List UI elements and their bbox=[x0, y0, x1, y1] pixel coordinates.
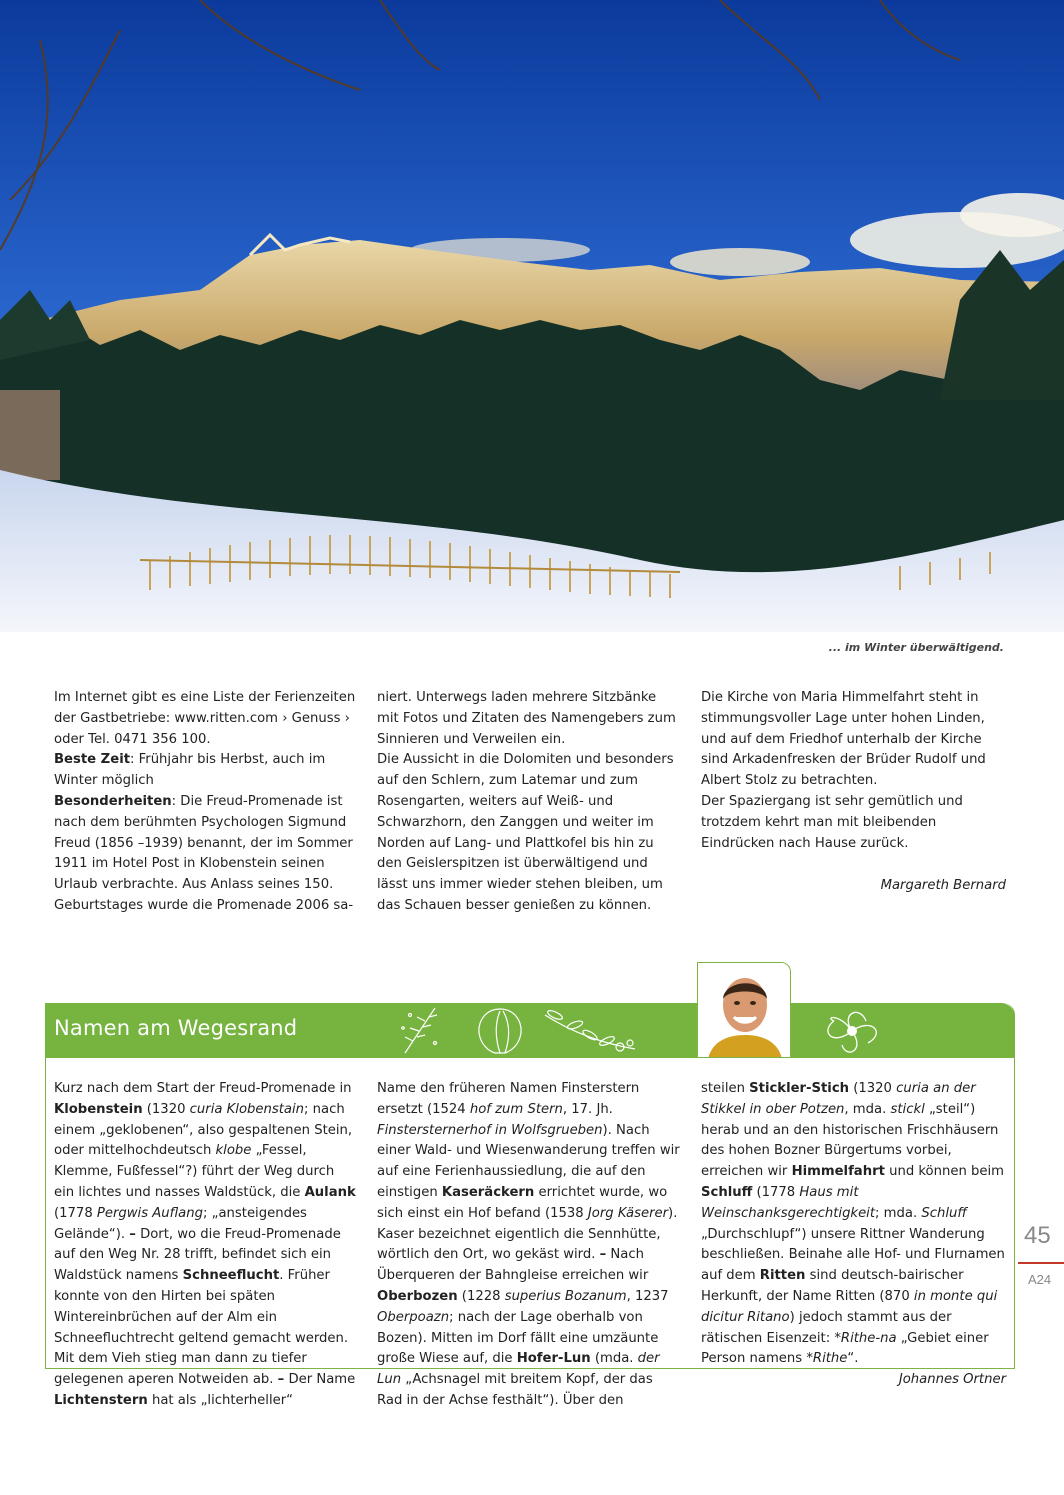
info-box-signature: Johannes Ortner bbox=[898, 1372, 1006, 1388]
italic-term: in monte qui dicitur Ritano bbox=[701, 1288, 998, 1325]
text-run: , 1237 bbox=[626, 1288, 669, 1304]
portrait-illustration bbox=[698, 963, 791, 1058]
bold-term: – bbox=[599, 1247, 607, 1263]
text-run: (1228 bbox=[457, 1288, 505, 1304]
article-paragraph: Der Spaziergang ist sehr gemütlich und trotzdem kehrt man mit bleibenden Eindrücken nach Hause zurück. bbox=[701, 793, 963, 851]
text-run: und können beim bbox=[884, 1164, 1004, 1180]
paragraph-text: Im Internet gibt es eine Liste der Ferienzeiten der Gastbetriebe: www.ritten.com › Genuss › oder Tel. 0471 356 100. bbox=[54, 690, 356, 747]
text-run: ) jedoch stammt aus der rätischen Eisenzeit: * bbox=[701, 1309, 952, 1346]
text-run: errichtet wurde, wo sich einst ein Hof befand (1538 bbox=[377, 1184, 668, 1221]
italic-term: Oberpoazn bbox=[377, 1309, 450, 1325]
bold-term: Hofer-Lun bbox=[516, 1351, 591, 1367]
text-run: (1320 bbox=[849, 1081, 897, 1096]
photo-illustration bbox=[0, 0, 1064, 632]
text-run: ; „ansteigendes Gelände“). bbox=[54, 1205, 307, 1242]
bold-term: Lichtenstern bbox=[54, 1392, 148, 1408]
page-number-rule bbox=[1018, 1262, 1064, 1264]
italic-term: Rithe-na bbox=[840, 1330, 897, 1346]
article-column-1 bbox=[54, 688, 358, 917]
bold-term: Ritten bbox=[759, 1268, 806, 1284]
article-paragraph bbox=[54, 688, 358, 750]
article-paragraph: Die Aussicht in die Dolomiten und besonders auf den Schlern, zum Latemar und zum Rosengarten, weiters auf Weiß- und Schwarzhorn, den Zanggen und weiter im Norden auf Lang- und Plattkofel bis hin zu den Geislerspitzen ist überwältigend und lässt uns immer wieder stehen bleiben, um das Schauen besser genießen zu können. bbox=[377, 752, 674, 913]
italic-term: hof zum Stern bbox=[469, 1101, 563, 1117]
flower-ornament-icon bbox=[810, 1003, 890, 1058]
text-run: hat als „lichterheller“ bbox=[147, 1392, 293, 1408]
text-run: sind deutsch-bairischer Herkunft, der Name Ritten (870 bbox=[701, 1268, 964, 1304]
paragraph-text: : Die Freud-Promenade ist nach dem berühmten Psychologen Sigmund Freud (1856 –1939) benannt, der im Sommer 1911 im Hotel Post in Klobenstein seinen Urlaub verbrachte. Aus Anlass seines 150. Geburtstages wurde die Promenade 2006 sa- bbox=[54, 793, 354, 913]
italic-term: Finstersternerhof in Wolfsgrueben bbox=[377, 1122, 603, 1138]
text-run: Dort, wo die Freud-Promenade auf den Weg Nr. 28 trifft, befindet sich ein Waldstück namens bbox=[54, 1226, 341, 1284]
text-run: (1320 bbox=[142, 1101, 190, 1117]
info-box-title: Namen am Wegesrand bbox=[54, 1016, 298, 1040]
winter-landscape-photo bbox=[0, 0, 1064, 632]
bold-term: – bbox=[129, 1226, 136, 1242]
info-box-column-3 bbox=[701, 1079, 1006, 1391]
info-box-paragraph bbox=[377, 1079, 682, 1412]
article-paragraph bbox=[54, 792, 358, 917]
text-run: Nach Überqueren der Bahngleise erreichen wir bbox=[377, 1247, 649, 1284]
text-run: (1778 bbox=[54, 1205, 97, 1221]
text-run: ; nach der Lage oberhalb von Bozen). Mitten im Dorf fällt eine umzäunte große Wiese auf, die bbox=[377, 1309, 659, 1367]
italic-term: superius Bozanum bbox=[504, 1288, 627, 1304]
bold-term: Schneeflucht bbox=[182, 1268, 280, 1284]
info-box-column-1 bbox=[54, 1079, 358, 1412]
italic-term: Haus mit Weinschanksgerechtigkeit bbox=[701, 1184, 876, 1221]
bold-term: Stickler-Stich bbox=[749, 1081, 850, 1096]
info-box-column-2 bbox=[377, 1079, 682, 1412]
text-run: (mda. bbox=[590, 1351, 638, 1367]
article-signature: Margareth Bernard bbox=[880, 878, 1006, 894]
text-run: Der Name bbox=[284, 1372, 356, 1388]
text-run: Name den früheren Namen Finsterstern ersetzt (1524 bbox=[377, 1081, 640, 1117]
italic-term: curia an der Stikkel in ober Potzen bbox=[701, 1081, 976, 1117]
bold-term: Himmelfahrt bbox=[791, 1164, 885, 1180]
italic-term: Jorg Käserer bbox=[587, 1205, 669, 1221]
article-column-3 bbox=[701, 688, 1006, 897]
article-paragraph: Die Kirche von Maria Himmelfahrt steht in stimmungsvoller Lage unter hohen Linden, und auf dem Friedhof unterhalb der Kirche sind Arkadenfresken der Brüder Rudolf und Albert Stolz zu betrachten. bbox=[701, 690, 986, 789]
italic-term: curia Klobenstain bbox=[189, 1101, 305, 1117]
text-run: „Durchschlupf“) unsere Rittner Wanderung beschließen. Beinahe alle Hof- und Flurnamen auf dem bbox=[701, 1226, 1005, 1284]
text-run: „Fessel, Klemme, Fußfessel“?) führt der Weg durch ein lichtes und nasses Waldstück, die bbox=[54, 1143, 335, 1200]
text-run: “. bbox=[847, 1351, 859, 1367]
italic-term: stickl bbox=[890, 1101, 925, 1117]
article-paragraph: niert. Unterwegs laden mehrere Sitzbänke mit Fotos und Zitaten des Namengebers zum Sinnieren und Verweilen ein. bbox=[377, 690, 676, 747]
italic-term: klobe bbox=[215, 1143, 252, 1159]
text-run: ). Kaser bezeichnet eigentlich die Sennhütte, wörtlich den Ort, wo gekäst wird. bbox=[377, 1205, 678, 1263]
photo-caption: ... im Winter überwältigend. bbox=[828, 641, 1004, 654]
text-run: ; mda. bbox=[875, 1205, 922, 1221]
text-run: steilen bbox=[701, 1081, 750, 1096]
text-run: „Achsnagel mit breitem Kopf, der das Rad in der Achse festhält“). Über den bbox=[377, 1372, 653, 1408]
bold-term: Schluff bbox=[701, 1184, 753, 1200]
article-paragraph bbox=[54, 750, 358, 792]
bold-term: Oberbozen bbox=[377, 1288, 458, 1304]
info-box-paragraph bbox=[54, 1079, 358, 1412]
label-highlights: Besonderheiten bbox=[54, 793, 172, 809]
text-run: , mda. bbox=[844, 1101, 891, 1117]
author-portrait bbox=[697, 962, 791, 1058]
bold-term: – bbox=[277, 1372, 285, 1388]
text-run: (1778 bbox=[752, 1184, 800, 1200]
floral-ornament-icon bbox=[395, 1003, 695, 1058]
text-run: ). Nach einer Wald- und Wiesenwanderung treffen wir auf eine Ferienhaussiedlung, die auf den einstigen bbox=[377, 1122, 680, 1200]
text-run: Kurz nach dem Start der Freud-Promenade in bbox=[54, 1081, 352, 1096]
bold-term: Klobenstein bbox=[54, 1101, 143, 1117]
page-number: 45 bbox=[1024, 1222, 1051, 1249]
italic-term: der Lun bbox=[377, 1351, 660, 1388]
info-box-paragraph bbox=[701, 1079, 1006, 1370]
bold-term: Aulank bbox=[304, 1184, 356, 1200]
text-run: , 17. Jh. bbox=[562, 1101, 613, 1117]
text-run: ; nach einem „geklobenen“, also gespaltenen Stein, oder mittelhochdeutsch bbox=[54, 1101, 353, 1159]
italic-term: Rithe bbox=[812, 1351, 848, 1367]
text-run: . Früher konnte von den Hirten bei späten Wintereinbrüchen auf der Alm ein Schneefluchtrecht geltend gemacht werden. Mit dem Vieh stieg man dann zu tiefer gelegenen aperen Notweiden ab. bbox=[54, 1268, 349, 1388]
page-code: A24 bbox=[1028, 1272, 1052, 1287]
paragraph-text: : Frühjahr bis Herbst, auch im Winter möglich bbox=[54, 752, 326, 789]
italic-term: Schluff bbox=[921, 1205, 967, 1221]
article-column-2 bbox=[377, 688, 682, 917]
text-run: „steil“) herab und an den historischen Frischhäusern des hohen Bozner Bürgertums vorbei, erreichen wir bbox=[701, 1101, 999, 1180]
bold-term: Kaseräckern bbox=[441, 1184, 535, 1200]
label-best-time: Beste Zeit bbox=[54, 752, 131, 768]
italic-term: Pergwis Auflang bbox=[96, 1205, 203, 1221]
text-run: „Gebiet einer Person namens * bbox=[701, 1330, 989, 1367]
